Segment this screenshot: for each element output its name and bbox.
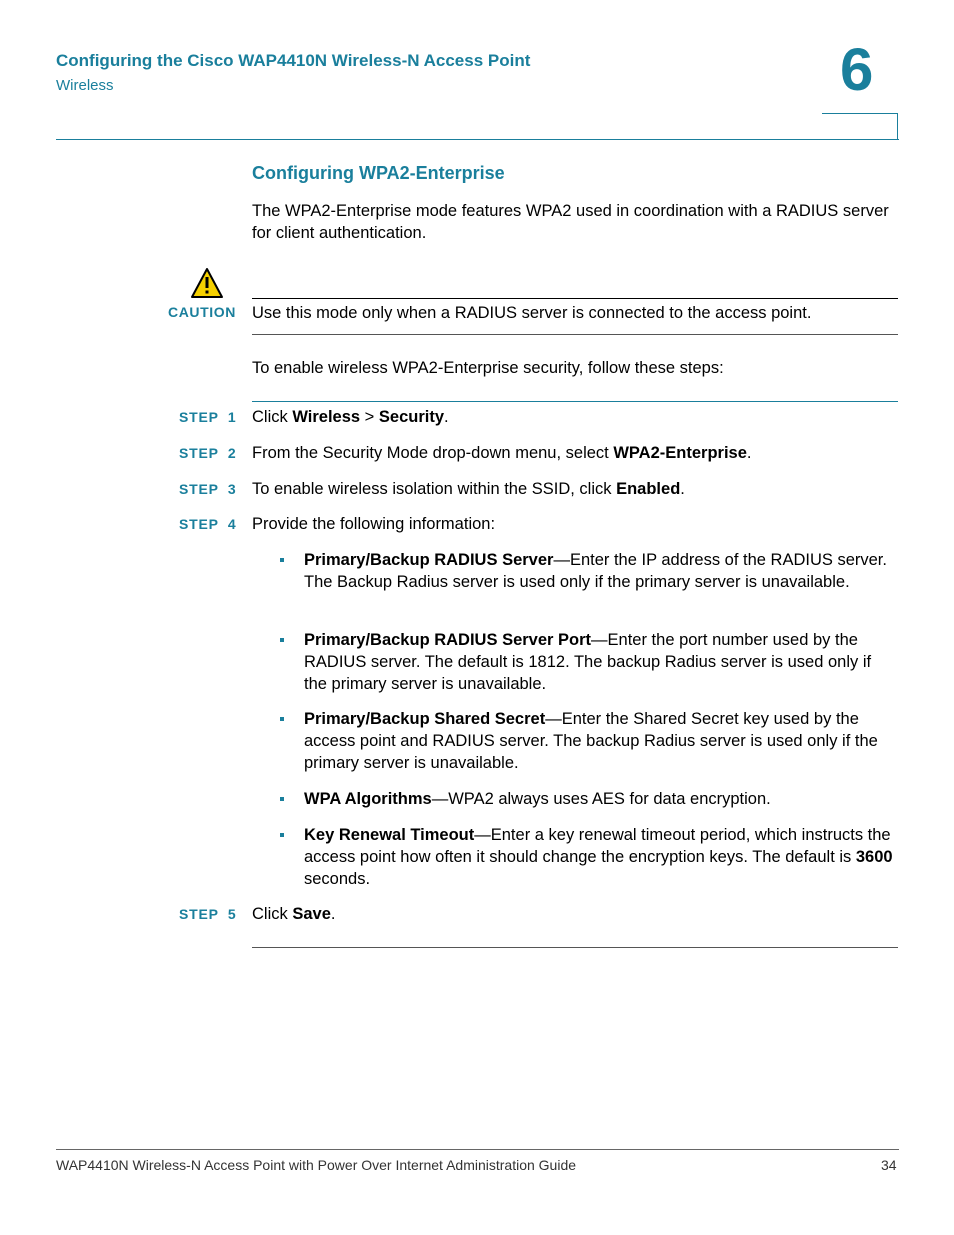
- step-text: Provide the following information:: [252, 515, 496, 533]
- chapter-tab: [822, 113, 898, 139]
- caution-rule-bottom: [252, 334, 898, 335]
- header-rule: [56, 139, 899, 140]
- bullet-marker: [280, 797, 284, 801]
- list-item: Primary/Backup Shared Secret—Enter the Shared Secret key used by the access point and RADIUS server. The backup Radius server is used only if the primary server is unavailable.: [304, 710, 878, 772]
- bullet-marker: [280, 717, 284, 721]
- chapter-number: 6: [840, 36, 874, 103]
- bullet-marker: [280, 638, 284, 642]
- list-item: WPA Algorithms—WPA2 always uses AES for data encryption.: [304, 790, 771, 808]
- warning-triangle-icon: [190, 267, 224, 299]
- step-label: STEP 4: [179, 516, 237, 532]
- step-text: From the Security Mode drop-down menu, select WPA2-Enterprise.: [252, 444, 752, 462]
- bullet-marker: [280, 833, 284, 837]
- caution-text: Use this mode only when a RADIUS server is connected to the access point.: [252, 304, 812, 322]
- step-label: STEP 1: [179, 409, 237, 425]
- running-header-subtitle: Wireless: [56, 77, 114, 94]
- steps-intro: To enable wireless WPA2-Enterprise security, follow these steps:: [252, 359, 724, 377]
- list-item: Primary/Backup RADIUS Server—Enter the IP address of the RADIUS server. The Backup Radius server is used only if the primary server is unavailable.: [304, 551, 887, 591]
- step-label: STEP 5: [179, 906, 237, 922]
- procedure-end-rule: [252, 947, 898, 948]
- step-label: STEP 2: [179, 445, 237, 461]
- page-number: 34: [881, 1157, 897, 1173]
- step-text: To enable wireless isolation within the SSID, click Enabled.: [252, 480, 685, 498]
- caution-label: CAUTION: [168, 304, 236, 320]
- step-label: STEP 3: [179, 481, 237, 497]
- running-header-title: Configuring the Cisco WAP4410N Wireless-N Access Point: [56, 51, 531, 70]
- footer-title: WAP4410N Wireless-N Access Point with Power Over Internet Administration Guide: [56, 1157, 577, 1173]
- steps-rule: [252, 401, 898, 402]
- section-heading: Configuring WPA2-Enterprise: [252, 163, 505, 183]
- bullet-marker: [280, 558, 284, 562]
- list-item: Primary/Backup RADIUS Server Port—Enter the port number used by the RADIUS server. The default is 1812. The backup Radius server is used only if the primary server is unavailable.: [304, 631, 872, 693]
- caution-rule-top: [252, 298, 898, 299]
- step-text: Click Save.: [252, 905, 336, 923]
- section-intro: The WPA2-Enterprise mode features WPA2 used in coordination with a RADIUS server for client authentication.: [252, 202, 889, 242]
- list-item: Key Renewal Timeout—Enter a key renewal timeout period, which instructs the access point how often it should change the encryption keys. The default is 3600 seconds.: [304, 826, 893, 888]
- step-text: Click Wireless > Security.: [252, 408, 449, 426]
- footer-rule: [56, 1149, 899, 1150]
